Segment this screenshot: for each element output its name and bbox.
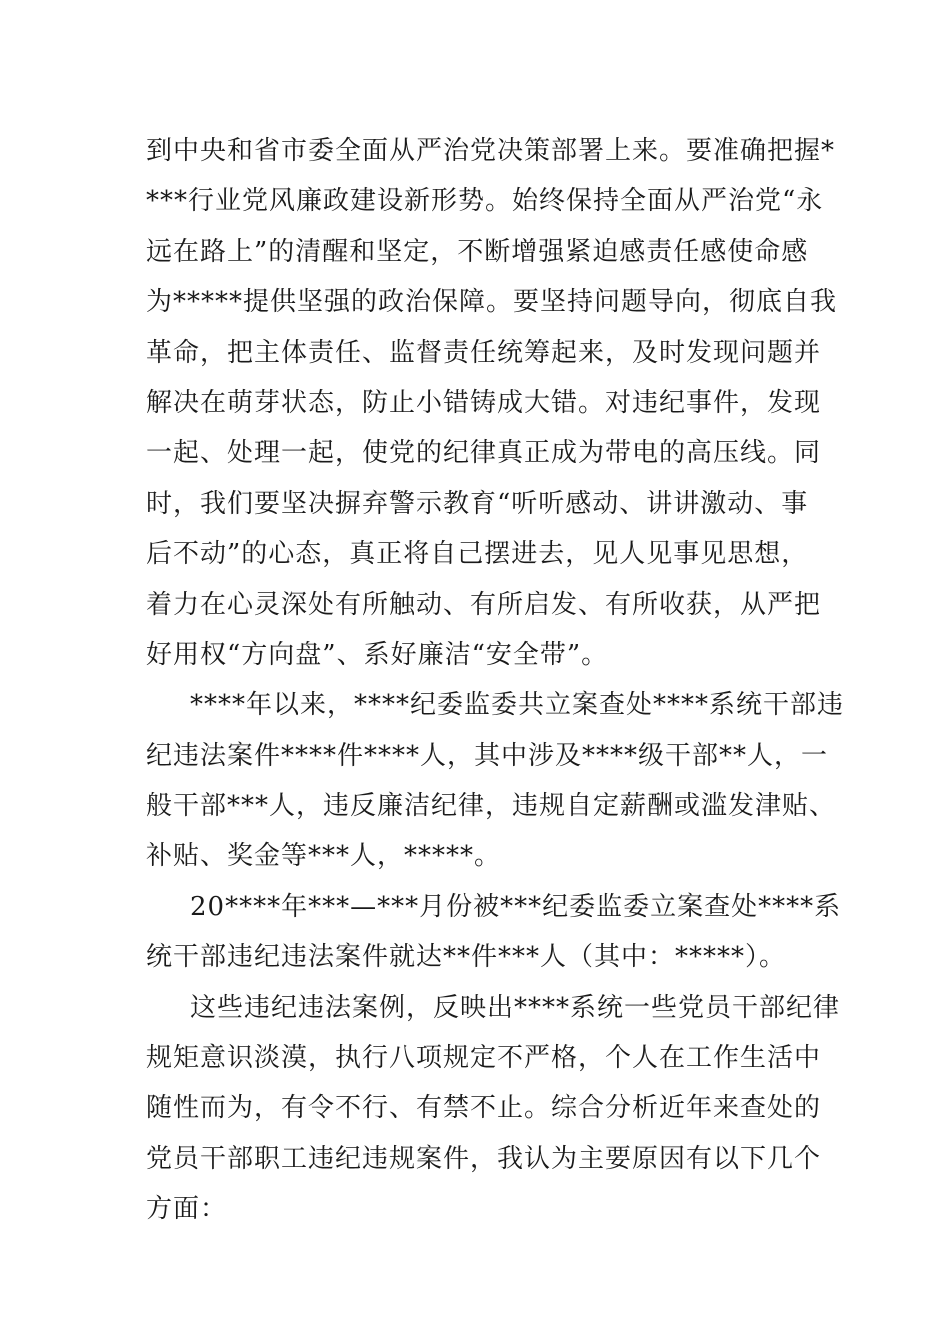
text-line: 补贴、奖金等***人，*****。: [146, 841, 502, 872]
text-line: 到中央和省市委全面从严治党决策部署上来。要准确把握*: [146, 136, 836, 166]
text-line: 随性而为，有令不行、有禁不止。综合分析近年来查处的: [146, 1093, 822, 1124]
text-line: 着力在心灵深处有所触动、有所启发、有所收获，从严把: [146, 589, 822, 620]
text-line: 一起、处理一起，使党的纪律真正成为带电的高压线。同: [146, 438, 822, 469]
paragraph-1: [146, 126, 838, 680]
paragraph-2: [146, 680, 845, 882]
text-line: 般干部***人，违反廉洁纪律，违规自定薪酬或滥发津贴、: [146, 791, 837, 822]
text-line: 为*****提供坚强的政治保障。要坚持问题导向，彻底自我: [146, 287, 838, 318]
text-line: 远在路上”的清醒和坚定，不断增强紧迫感责任感使命感: [146, 236, 809, 267]
text-line: ****年以来，****纪委监委共立案查处****系统干部违: [190, 690, 845, 721]
text-line: 革命，把主体责任、监督责任统筹起来，及时发现问题并: [146, 337, 822, 368]
text-line: 这些违纪违法案例，反映出****系统一些党员干部纪律: [190, 992, 841, 1023]
document-body: [146, 126, 845, 1235]
text-line: 后不动”的心态，真正将自己摆进去，见人见事见思想，: [146, 539, 809, 570]
text-line: 统干部违纪违法案件就达**件***人（其中：*****）。: [146, 942, 787, 973]
text-line: 好用权“方向盘”、系好廉洁“安全带”。: [146, 639, 609, 670]
paragraph-3: [146, 882, 842, 983]
text-line: 党员干部职工违纪违规案件，我认为主要原因有以下几个: [146, 1143, 822, 1174]
text-line: 20****年***—***月份被***纪委监委立案查处****系: [190, 891, 842, 922]
text-line: ***行业党风廉政建设新形势。始终保持全面从严治党“永: [146, 186, 824, 217]
text-line: 方面：: [146, 1194, 228, 1225]
text-line: 规矩意识淡漠，执行八项规定不严格，个人在工作生活中: [146, 1043, 822, 1074]
text-line: 纪违法案件****件****人，其中涉及****级干部**人，一: [146, 740, 829, 771]
text-line: 解决在萌芽状态，防止小错铸成大错。对违纪事件，发现: [146, 387, 822, 418]
text-line: 时，我们要坚决摒弃警示教育“听听感动、讲讲激动、事: [146, 488, 809, 519]
paragraph-4: [146, 983, 841, 1235]
